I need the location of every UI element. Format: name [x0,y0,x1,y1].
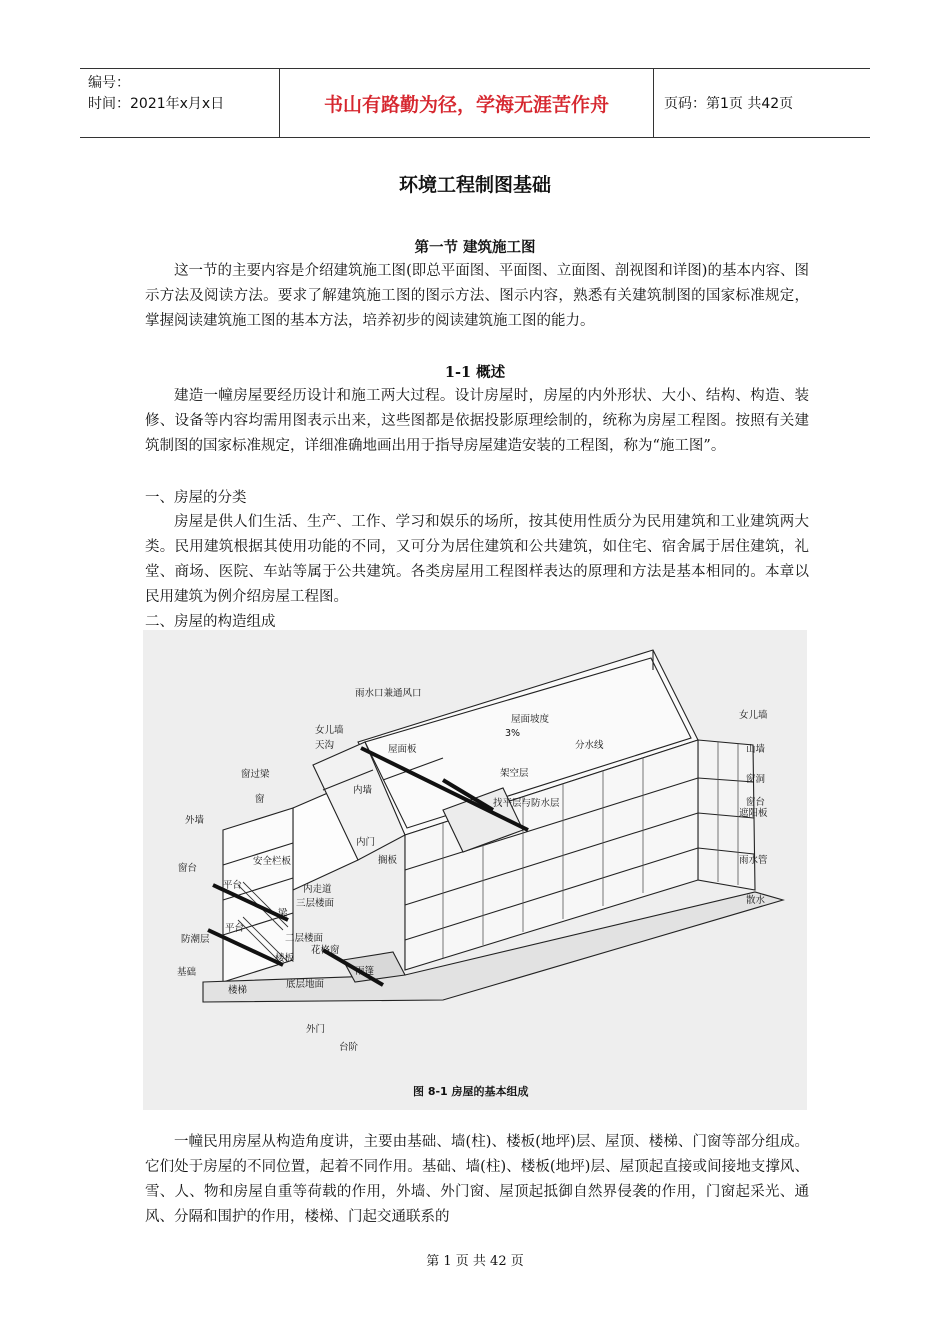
building-diagram [143,630,807,1110]
label-sunshade: 遮阳板 [739,808,768,819]
label-roof-slope: 屋面坡度 [511,714,550,725]
label-parapet-left: 女儿墙 [315,725,344,736]
label-outer-door: 外门 [306,1024,326,1035]
label-foundation: 基础 [177,967,197,978]
label-roof-slab: 屋面板 [388,744,417,755]
label-gutter: 天沟 [315,740,335,751]
label-landing-1: 平台 [223,880,243,891]
label-third-floor: 三层楼面 [296,898,335,909]
label-lintel: 窗过梁 [241,769,270,780]
building-drawing [143,630,807,1110]
composition-paragraph: 一幢民用房屋从构造角度讲，主要由基础、墙(柱)、楼板(地坪)层、屋顶、楼梯、门窗等部分组成。它们处于房屋的不同位置，起着不同作用。基础、墙(柱)、楼板(地坪)层、屋顶起直接或间接地支撑风、雪、人、物和房屋自重等荷载的作用，外墙、外门窗、屋顶起抵御自然界侵袭的作用，门窗起采光、通风、分隔和围护的作用，楼梯、门起交通联系的 [145,1134,809,1225]
label-apron: 散水 [746,895,766,906]
label-lattice: 花格窗 [311,945,340,956]
doc-number-label: 编号： [88,75,130,91]
label-second-floor: 二层楼面 [285,933,324,944]
label-sill-right: 窗台 [746,797,766,808]
label-canopy: 雨篷 [355,966,375,977]
label-sill-left: 窗台 [178,863,198,874]
label-gable: 山墙 [746,744,766,755]
section-heading: 第一节 建筑施工图 [414,239,536,256]
composition-heading: 二、房屋的构造组成 [145,614,276,630]
label-rain-outlet: 雨水口兼通风口 [355,688,422,699]
label-inner-door: 内门 [356,837,376,848]
label-window: 窗 [255,794,265,805]
label-parapet-right: 女儿墙 [739,710,768,721]
label-beam: 梁 [278,908,288,919]
label-landing-2: 平台 [225,923,245,934]
header-meta [80,69,280,137]
overview-paragraph: 建造一幢房屋要经历设计和施工两大过程。设计房屋时，房屋的内外形状、大小、结构、构造、装修、设备等内容均需用图表示出来，这些图都是依据投影原理绘制的，统称为房屋工程图。按照有关建筑制图的国家标准规定，详细准确地画出用于指导房屋建造安装的工程图，称为“施工图”。 [145,388,809,454]
label-stair-slab: 楼板 [275,953,295,964]
label-damp-proof: 防潮层 [181,934,210,945]
document-title: 环境工程制图基础 [398,174,551,196]
label-overhead-layer: 架空层 [500,768,529,779]
label-divide-line: 分水线 [575,740,604,751]
page-header [80,68,870,138]
header-motto: 书山有路勤为径，学海无涯苦作舟 [280,69,654,137]
label-ground-floor: 底层地面 [286,979,325,990]
page-footer: 第 1 页 共 42 页 [426,1254,524,1269]
label-stairs: 楼梯 [228,985,248,996]
label-leveling: 找平层与防水层 [493,798,560,809]
label-hanging-board: 搁板 [378,855,398,866]
label-steps: 台阶 [339,1042,359,1053]
classification-heading: 一、房屋的分类 [145,490,247,506]
intro-paragraph: 这一节的主要内容是介绍建筑施工图(即总平面图、平面图、立面图、剖视图和详图)的基本内容、图示方法及阅读方法。要求了解建筑施工图的图示方法、图示内容，熟悉有关建筑制图的国家标准规定，掌握阅读建筑施工图的基本方法，培养初步的阅读建筑施工图的能力。 [145,263,809,329]
label-window-opening: 窗洞 [746,774,766,785]
header-page-info: 页码：第1页 共42页 [664,96,794,112]
label-downpipe: 雨水管 [739,855,768,866]
label-corridor: 内走道 [303,884,332,895]
label-outer-wall: 外墙 [185,815,205,826]
figure-caption: 图 8-1 房屋的基本组成 [413,1085,529,1098]
overview-heading: 1-1 概述 [444,364,506,381]
label-inner-wall: 内墙 [353,785,373,796]
classification-paragraph: 房屋是供人们生活、生产、工作、学习和娱乐的场所，按其使用性质分为民用建筑和工业建筑两大类。民用建筑根据其使用功能的不同，又可分为居住建筑和公共建筑，如住宅、宿舍属于居住建筑，礼堂、商场、医院、车站等属于公共建筑。各类房屋用工程图样表达的原理和方法是基本相同的。本章以民用建筑为例介绍房屋工程图。 [145,514,809,605]
doc-time-label: 时间：2021年x月x日 [88,96,225,112]
label-safety-rail: 安全栏板 [253,856,292,867]
label-slope-pct: 3% [505,728,521,739]
